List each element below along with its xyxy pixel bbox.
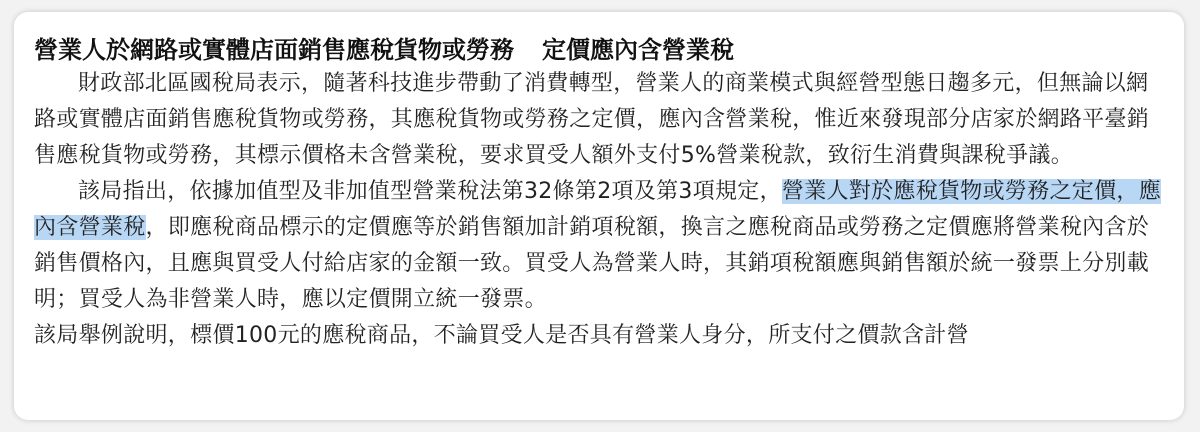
selected-text-highlight[interactable]: 營業人對於應稅貨物或勞務之定價，應內含營業稅	[34, 179, 1161, 240]
title-sub: 定價應內含營業稅	[542, 36, 734, 64]
paragraph-2-text-before: 該局指出，依據加值型及非加值型營業稅法第32條第2項及第3項規定，	[78, 179, 782, 204]
article-title	[34, 34, 1169, 66]
paragraph-2	[34, 174, 1169, 318]
paragraph-1-text: 財政部北區國稅局表示，隨著科技進步帶動了消費轉型，營業人的商業模式與經營型態日趨多元，但無論以網路或實體店面銷售應稅貨物或勞務，其應稅貨物或勞務之定價，應內含營業稅，惟近來發現部分店家於網路平臺銷售應稅貨物或勞務，其標示價格未含營業稅，要求買受人額外支付5%營業稅款，致衍生消費與課稅爭議。	[34, 71, 1150, 168]
article-card	[14, 12, 1184, 420]
article-content	[34, 34, 1169, 354]
paragraph-1	[34, 66, 1169, 174]
paragraph-3-text: 該局舉例說明，標價100元的應稅商品，不論買受人是否具有營業人身分，所支付之價款含計營	[34, 323, 969, 348]
paragraph-2-text-after: ，即應稅商品標示的定價應等於銷售額加計銷項稅額，換言之應稅商品或勞務之定價應將營業稅內含於銷售價格內，且應與買受人付給店家的金額一致。買受人為營業人時，其銷項稅額應與銷售額於統一發票上分別載明；買受人為非營業人時，應以定價開立統一發票。	[34, 215, 1150, 312]
title-main: 營業人於網路或實體店面銷售應稅貨物或勞務	[34, 36, 514, 64]
paragraph-3-partial	[34, 318, 1169, 354]
